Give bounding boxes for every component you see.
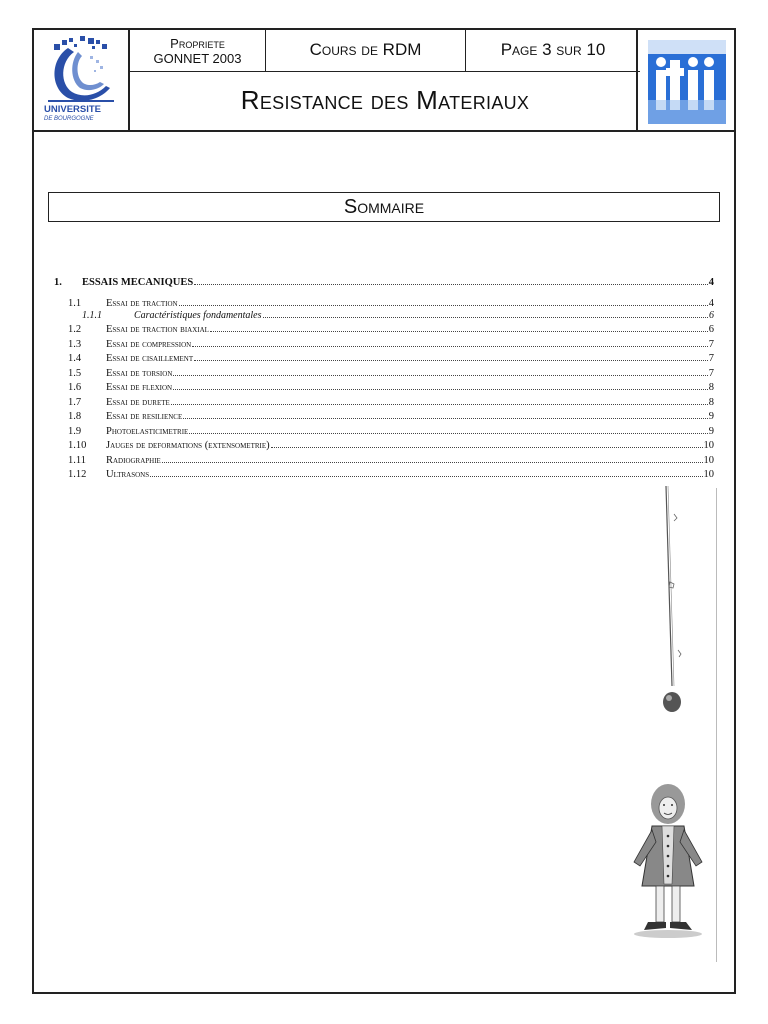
toc-leader-dots bbox=[194, 283, 708, 285]
toc-entry-page: 10 bbox=[703, 469, 714, 480]
document-page bbox=[32, 28, 736, 994]
toc-entry-page: 7 bbox=[708, 338, 714, 350]
toc-entry-page: 4 bbox=[708, 297, 714, 309]
document-title: Resistance des Materiaux bbox=[240, 85, 530, 115]
illustration-divider bbox=[716, 488, 717, 962]
toc-leader-dots bbox=[271, 446, 703, 448]
universite-logo-graphic bbox=[34, 30, 128, 130]
course-cell: Cours de RDM bbox=[266, 30, 466, 72]
toc-leader-dots bbox=[263, 316, 709, 318]
toc-entry-number: 1.3 bbox=[68, 338, 82, 350]
toc-leader-dots bbox=[173, 388, 708, 390]
pendulum-scientist-illustration bbox=[622, 486, 712, 966]
toc-entry-number: 1.2 bbox=[68, 324, 82, 335]
toc-entry-label: Essai de resilience bbox=[106, 411, 183, 422]
toc-entry-label: Essai de cisaillement bbox=[106, 353, 194, 364]
toc-entry-label: Radiographie bbox=[106, 454, 161, 466]
toc-entry[interactable] bbox=[54, 364, 714, 379]
toc-entry-page: 10 bbox=[703, 454, 714, 466]
toc-entry[interactable] bbox=[54, 437, 714, 452]
summary-title: Sommaire bbox=[48, 192, 720, 222]
toc-entry-label: Ultrasons bbox=[106, 469, 150, 480]
toc-entry[interactable] bbox=[54, 350, 714, 365]
toc-entry-number: 1.12 bbox=[68, 469, 87, 480]
toc-entry-number: 1. bbox=[54, 277, 62, 288]
toc-entry[interactable] bbox=[54, 309, 714, 321]
toc-entry-page: 9 bbox=[708, 411, 714, 422]
table-of-contents bbox=[54, 266, 714, 480]
toc-entry[interactable] bbox=[54, 451, 714, 466]
svg-text:itii: itii bbox=[686, 92, 688, 93]
toc-entry-label: Caractéristiques fondamentales bbox=[134, 309, 262, 321]
toc-leader-dots bbox=[173, 374, 707, 376]
toc-entry[interactable] bbox=[54, 466, 714, 481]
toc-entry-label: Photoelasticimetrie bbox=[106, 425, 189, 437]
toc-entry-number: 1.10 bbox=[68, 440, 87, 451]
toc-entry-label: Essai de flexion bbox=[106, 382, 173, 393]
toc-entry-page: 9 bbox=[708, 425, 714, 437]
toc-entry-number: 1.11 bbox=[68, 454, 86, 466]
toc-entry-number: 1.7 bbox=[68, 396, 82, 408]
toc-entry-page: 8 bbox=[708, 382, 714, 393]
toc-entry[interactable] bbox=[54, 266, 714, 288]
toc-entry-page: 10 bbox=[703, 440, 714, 451]
toc-entry-page: 6 bbox=[709, 309, 714, 321]
property-cell bbox=[130, 30, 266, 72]
itii-logo-graphic bbox=[638, 30, 734, 130]
toc-leader-dots bbox=[210, 330, 708, 332]
toc-entry[interactable] bbox=[54, 379, 714, 394]
toc-entry-number: 1.5 bbox=[68, 367, 82, 379]
toc-entry[interactable] bbox=[54, 321, 714, 336]
toc-entry[interactable] bbox=[54, 335, 714, 350]
toc-entry-page: 6 bbox=[708, 324, 714, 335]
toc-entry-number: 1.4 bbox=[68, 353, 82, 364]
toc-entry-page: 8 bbox=[708, 396, 714, 408]
toc-entry-label: Essai de traction bbox=[106, 297, 178, 309]
toc-entry-label: Jauges de deformations (extensometrie) bbox=[106, 440, 270, 451]
toc-entry-number: 1.6 bbox=[68, 382, 82, 393]
toc-entry[interactable] bbox=[54, 294, 714, 309]
toc-entry-number: 1.9 bbox=[68, 425, 82, 437]
universite-logo-line1: UNIVERSITE bbox=[44, 104, 102, 115]
toc-leader-dots bbox=[179, 304, 708, 306]
toc-entry-label: Essai de compression bbox=[106, 338, 192, 350]
toc-entry-label: ESSAIS MECANIQUES bbox=[82, 277, 194, 288]
itii-logo bbox=[636, 30, 734, 130]
toc-entry[interactable] bbox=[54, 422, 714, 437]
property-label: Propriete bbox=[170, 36, 225, 51]
header-table bbox=[34, 30, 734, 132]
property-owner: GONNET 2003 bbox=[153, 51, 242, 66]
toc-leader-dots bbox=[194, 359, 708, 361]
page-number-cell: Page 3 sur 10 bbox=[466, 30, 640, 72]
universite-logo-line2: DE BOURGOGNE bbox=[44, 116, 94, 122]
universite-bourgogne-logo bbox=[34, 30, 130, 130]
toc-leader-dots bbox=[183, 417, 708, 419]
toc-entry-page: 7 bbox=[708, 367, 714, 379]
toc-entry-label: Essai de traction biaxial bbox=[106, 324, 209, 335]
toc-entry-label: Essai de durete bbox=[106, 396, 170, 408]
toc-leader-dots bbox=[150, 475, 702, 477]
toc-entry-page: 7 bbox=[708, 353, 714, 364]
toc-entry-number: 1.1.1 bbox=[82, 309, 102, 321]
toc-entry-number: 1.8 bbox=[68, 411, 82, 422]
toc-leader-dots bbox=[189, 432, 707, 434]
toc-leader-dots bbox=[192, 345, 708, 347]
toc-entry[interactable] bbox=[54, 393, 714, 408]
toc-entry-page: 4 bbox=[708, 277, 714, 288]
toc-leader-dots bbox=[171, 403, 708, 405]
toc-entry-number: 1.1 bbox=[68, 297, 82, 309]
toc-entry-label: Essai de torsion bbox=[106, 367, 173, 379]
toc-leader-dots bbox=[162, 461, 703, 463]
toc-entry[interactable] bbox=[54, 408, 714, 423]
